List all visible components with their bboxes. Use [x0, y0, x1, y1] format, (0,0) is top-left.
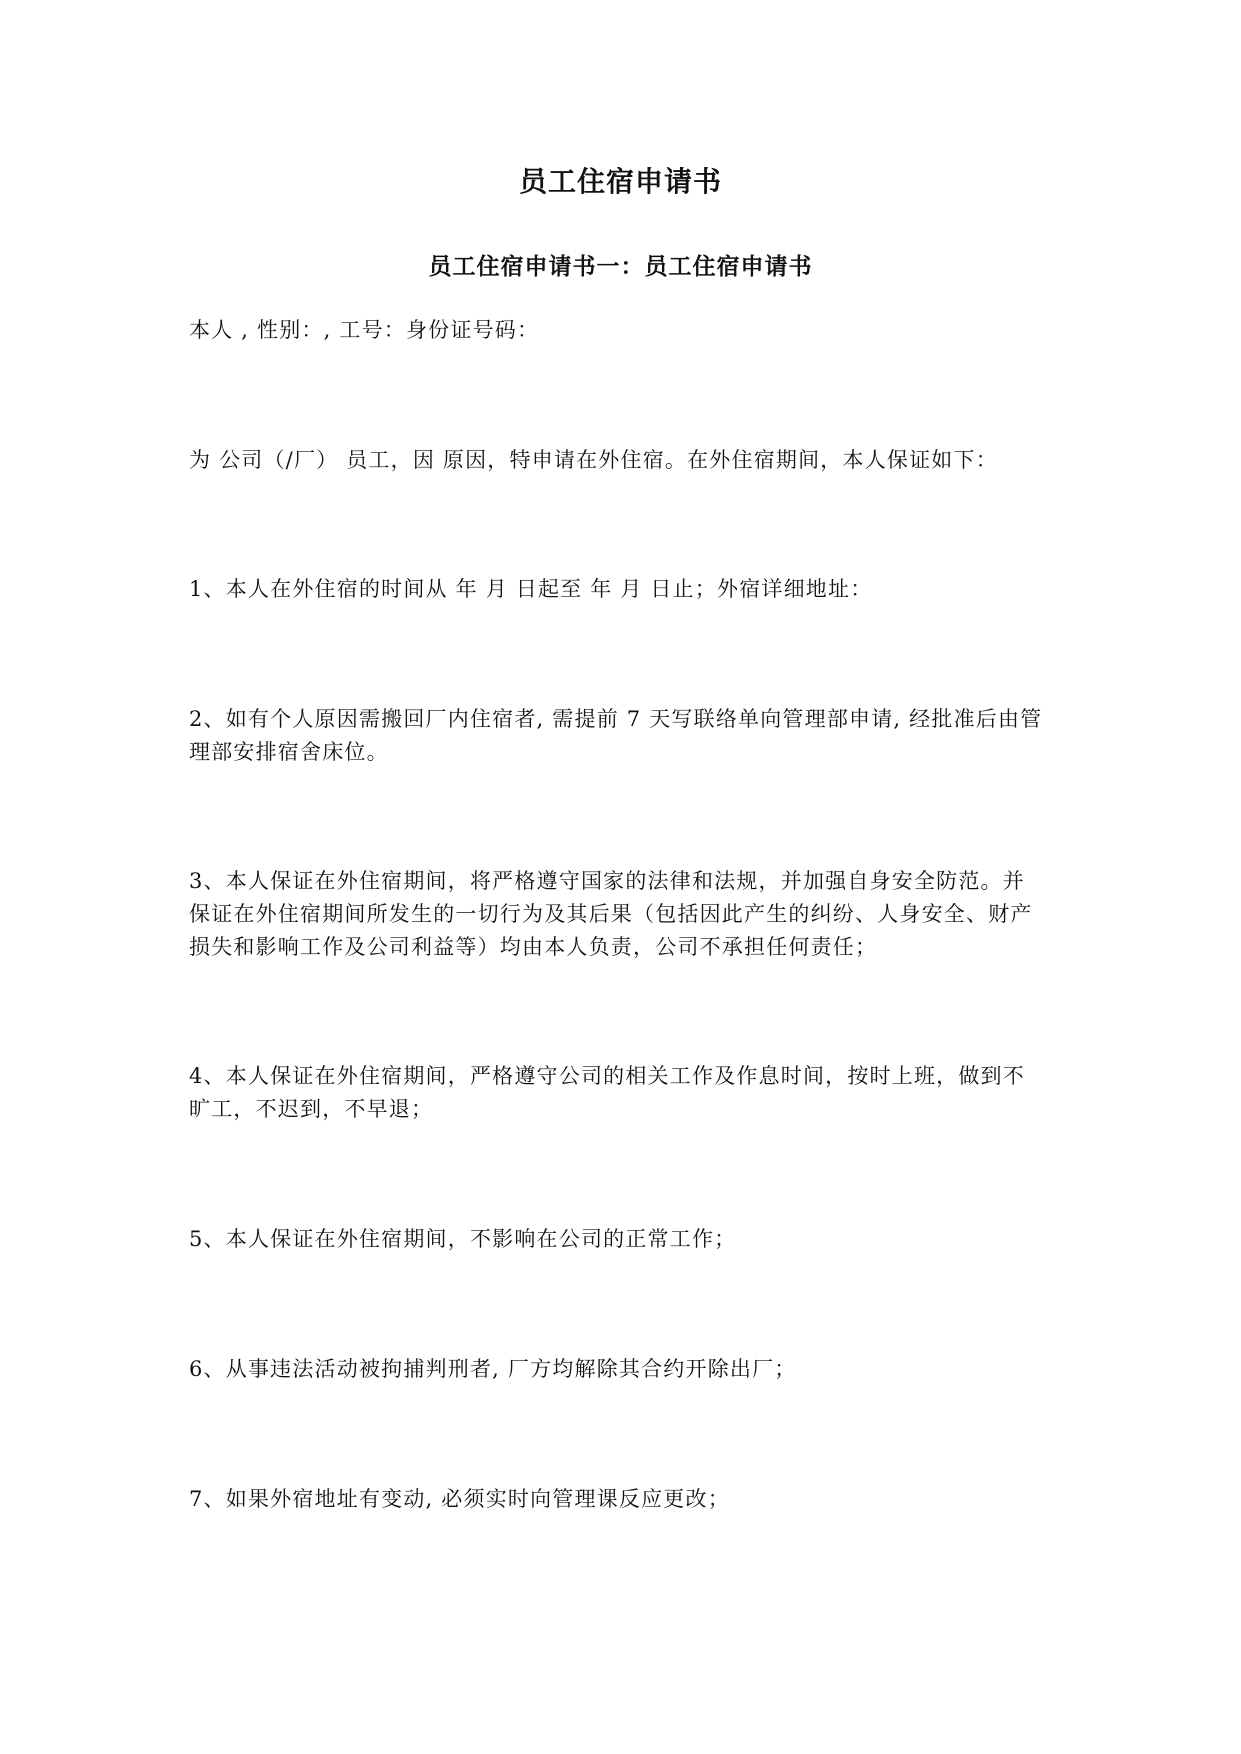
- item-6-line-1: 6、从事违法活动被拘捕判刑者, 厂方均解除其合约开除出厂；: [189, 1357, 797, 1381]
- intro-paragraph: [189, 314, 1059, 347]
- item-7-line-1: 7、如果外宿地址有变动, 必须实时向管理课反应更改；: [189, 1487, 730, 1511]
- purpose-paragraph: [189, 444, 1059, 477]
- item-6-paragraph: [189, 1353, 1059, 1386]
- item-7-paragraph: [189, 1483, 1059, 1516]
- document-subtitle: 员工住宿申请书一：员工住宿申请书: [428, 253, 813, 280]
- item-2-line-1: 2、如有个人原因需搬回厂内住宿者, 需提前 7 天写联络单向管理部申请, 经批准后由管: [189, 707, 1043, 731]
- item-5-line-1: 5、本人保证在外住宿期间，不影响在公司的正常工作；: [189, 1227, 737, 1251]
- intro-line: 本人 , 性别：, 工号：身份证号码：: [189, 318, 540, 342]
- item-3-line-3: 损失和影响工作及公司利益等）均由本人负责，公司不承担任何责任；: [189, 935, 878, 959]
- document-title: 员工住宿申请书: [518, 165, 722, 198]
- item-3-paragraph: [189, 865, 1059, 964]
- item-4-paragraph: [189, 1060, 1059, 1126]
- item-3-line-1: 3、本人保证在外住宿期间，将严格遵守国家的法律和法规，并加强自身安全防范。并: [189, 869, 1025, 893]
- item-2-line-2: 理部安排宿舍床位。: [189, 740, 389, 764]
- purpose-line: 为 公司（/厂） 员工，因 原因，特申请在外住宿。在外住宿期间，本人保证如下：: [189, 448, 998, 472]
- item-4-line-2: 旷工，不迟到，不早退；: [189, 1097, 434, 1121]
- item-3-line-2: 保证在外住宿期间所发生的一切行为及其后果（包括因此产生的纠纷、人身安全、财产: [189, 902, 1033, 926]
- item-2-paragraph: [189, 703, 1059, 769]
- item-4-line-1: 4、本人保证在外住宿期间，严格遵守公司的相关工作及作息时间，按时上班，做到不: [189, 1064, 1025, 1088]
- item-5-paragraph: [189, 1223, 1059, 1256]
- item-1-paragraph: [189, 573, 1059, 606]
- item-1-line-1: 1、本人在外住宿的时间从 年 月 日起至 年 月 日止；外宿详细地址：: [189, 577, 873, 601]
